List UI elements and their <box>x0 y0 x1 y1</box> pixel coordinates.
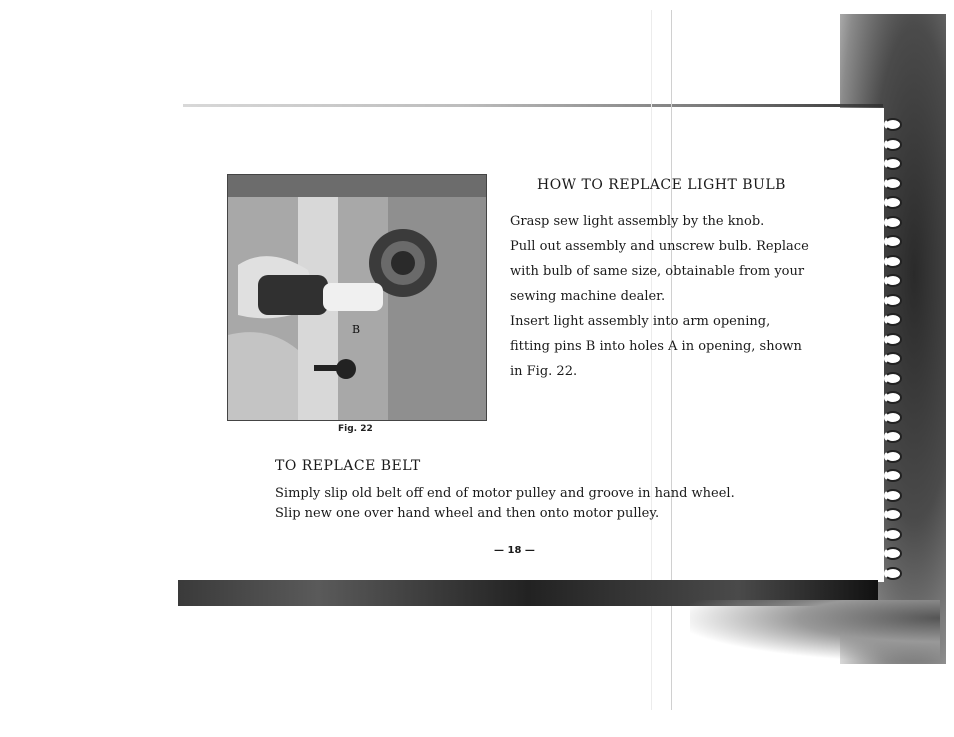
bulb-paragraph-1: Grasp sew light assembly by the knob. <box>510 214 765 229</box>
belt-line-1: Simply slip old belt off end of motor pulley and groove in hand wheel. <box>275 486 735 501</box>
spiral-coil <box>884 216 902 229</box>
bulb-instructions <box>510 209 810 384</box>
figure-caption: Fig. 22 <box>338 424 373 434</box>
figure-photo <box>227 174 487 421</box>
spiral-coil <box>884 528 902 541</box>
spiral-coil <box>884 255 902 268</box>
spiral-coil <box>884 469 902 482</box>
spiral-coil <box>884 450 902 463</box>
belt-line-2: Slip new one over hand wheel and then onto motor pulley. <box>275 506 660 521</box>
bulb-paragraph-2: Pull out assembly and unscrew bulb. Replace with bulb of same size, obtainable from your sewing machine dealer. <box>510 239 809 304</box>
spiral-coil <box>884 118 902 131</box>
spiral-coil <box>884 372 902 385</box>
spiral-coil <box>884 274 902 287</box>
top-edge <box>183 104 883 107</box>
spiral-coil <box>884 567 902 580</box>
spiral-coil <box>884 313 902 326</box>
spiral-coil <box>884 508 902 521</box>
bottom-shadow <box>690 600 940 660</box>
spiral-coil <box>884 352 902 365</box>
spiral-coil <box>884 157 902 170</box>
page-number: — 18 — <box>494 545 535 556</box>
spiral-coil <box>884 430 902 443</box>
bulb-paragraph-3: Insert light assembly into arm opening, fitting pins B into holes A in opening, shown in Fig. 22. <box>510 314 802 379</box>
belt-instructions <box>275 484 755 524</box>
spiral-coil <box>884 294 902 307</box>
spiral-coil <box>884 138 902 151</box>
spiral-binding <box>880 118 910 588</box>
spiral-coil <box>884 391 902 404</box>
spiral-coil <box>884 196 902 209</box>
spiral-coil <box>884 177 902 190</box>
spiral-coil <box>884 333 902 346</box>
spiral-coil <box>884 235 902 248</box>
spiral-coil <box>884 411 902 424</box>
spiral-coil <box>884 547 902 560</box>
callout-b-label: B <box>352 323 361 336</box>
spiral-coil <box>884 489 902 502</box>
belt-heading: TO REPLACE BELT <box>275 458 421 474</box>
bulb-heading: HOW TO REPLACE LIGHT BULB <box>537 177 786 193</box>
